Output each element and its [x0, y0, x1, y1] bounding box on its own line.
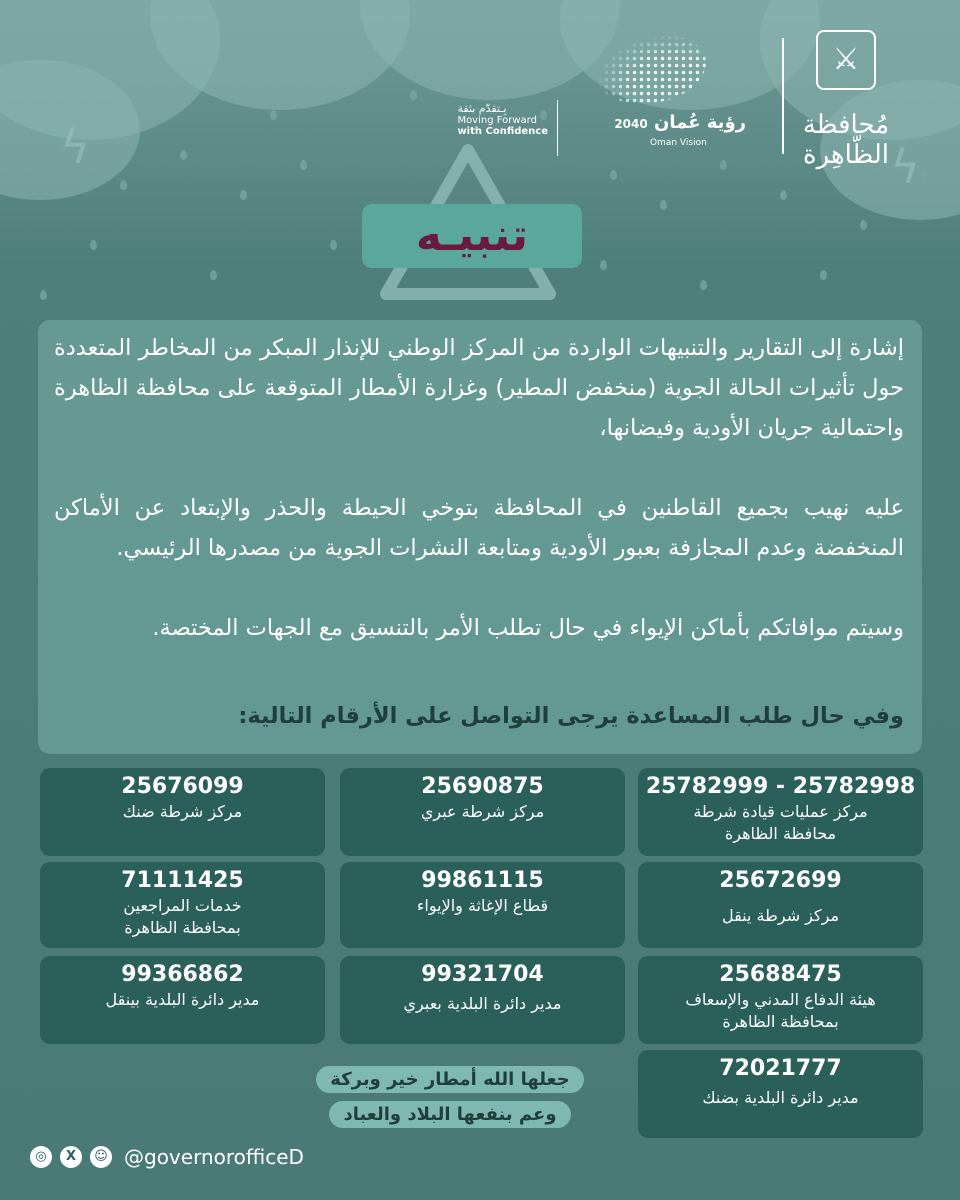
contact-label: مدير دائرة البلدية بضنك [702, 1088, 859, 1107]
contact-number[interactable]: 25782999 - 25782998 [645, 774, 916, 799]
contact-box [638, 956, 923, 1044]
contact-number[interactable]: 99861115 [421, 868, 544, 893]
contact-label: خدمات المراجعين بمحافظة الظاهرة [123, 896, 242, 937]
message-paragraph-3: وسيتم موافاتكم بأماكن الإيواء في حال تطلب الأمر بالتنسيق مع الجهات المختصة. [152, 615, 904, 641]
vision-year: 2040 [614, 117, 648, 131]
contact-box [340, 768, 625, 856]
contact-number[interactable]: 25672699 [719, 868, 842, 893]
tagline-ar: بِـتقدّم بثقة [457, 102, 507, 115]
tagline-en-2: with Confidence [457, 126, 548, 137]
contact-label: مدير دائرة البلدية بعبري [403, 994, 562, 1013]
tagline-en-1: Moving Forward [457, 115, 537, 126]
logo-divider [782, 38, 784, 154]
contact-label: مركز شرطة ينقل [721, 906, 840, 925]
contact-number[interactable]: 25676099 [121, 774, 244, 799]
tagline-divider [557, 100, 558, 156]
oman-emblem-icon: ⚔ [816, 30, 876, 90]
contact-label: مركز شرطة عبري [420, 802, 545, 821]
contact-number[interactable]: 72021777 [719, 1056, 842, 1081]
contact-box [340, 862, 625, 948]
contact-box [340, 956, 625, 1044]
message-paragraph-2: عليه نهيب بجميع القاطنين في المحافظة بتوخي الحيطة والحذر والإبتعاد عن الأماكن المنخفضة وعدم المجازفة بعبور الأودية ومتابعة النشرات الجوية من مصدرها الرئيسي. [54, 495, 904, 561]
blessing-text [300, 1066, 600, 1128]
header [0, 20, 960, 170]
tagline [457, 102, 548, 137]
message-card [38, 320, 922, 754]
contact-box [638, 1050, 923, 1138]
contact-label: قطاع الإغاثة والإيواء [416, 896, 549, 915]
contact-box [40, 862, 325, 948]
contact-label: مدير دائرة البلدية بينقل [105, 990, 260, 1009]
instagram-icon[interactable]: ◎ [30, 1146, 52, 1168]
x-icon[interactable]: X [60, 1146, 82, 1168]
contact-number[interactable]: 71111425 [121, 868, 244, 893]
contact-number[interactable]: 25688475 [719, 962, 842, 987]
blessing-line-2: وعم بنفعها البلاد والعباد [329, 1101, 570, 1128]
contact-box [638, 862, 923, 948]
snapchat-icon[interactable]: ☺ [90, 1146, 112, 1168]
footer [30, 1142, 304, 1172]
contact-box [638, 768, 923, 856]
contact-label: مركز عمليات قيادة شرطة محافظة الظاهرة [693, 802, 868, 843]
governorate-name: مُحافظة الظّاهِرة [802, 110, 890, 170]
contact-number[interactable]: 99321704 [421, 962, 544, 987]
contact-box [40, 956, 325, 1044]
alert-banner [362, 204, 582, 268]
contact-box [40, 768, 325, 856]
blessing-line-1: جعلها الله أمطار خير وبركة [316, 1066, 583, 1093]
message-paragraph-4: وفي حال طلب المساعدة يرجى التواصل على الأرقام التالية: [238, 703, 904, 729]
social-handle[interactable]: @governorofficeD [124, 1145, 304, 1169]
governorate-logo [766, 30, 926, 170]
vision-dots-graphic [596, 34, 706, 104]
contact-number[interactable]: 99366862 [121, 962, 244, 987]
contact-label: هيئة الدفاع المدني والإسعاف بمحافظة الظاهرة [685, 990, 876, 1031]
message-paragraph-1: إشارة إلى التقارير والتنبيهات الواردة من المركز الوطني للإنذار المبكر من المخاطر المتعددة حول تأثيرات الحالة الجوية (منخفض المطير) وغزارة الأمطار المتوقعة على محافظة الظاهرة واحتمالية جريان الأودية وفيضانها، [54, 335, 904, 441]
alert-title: تنبيـه [415, 210, 529, 261]
contact-label: مركز شرطة ضنك [122, 802, 243, 821]
contact-number[interactable]: 25690875 [421, 774, 544, 799]
vision-name: رؤية عُمان [654, 112, 746, 133]
oman-vision-logo [566, 34, 746, 148]
vision-sub: Oman Vision [650, 138, 707, 148]
